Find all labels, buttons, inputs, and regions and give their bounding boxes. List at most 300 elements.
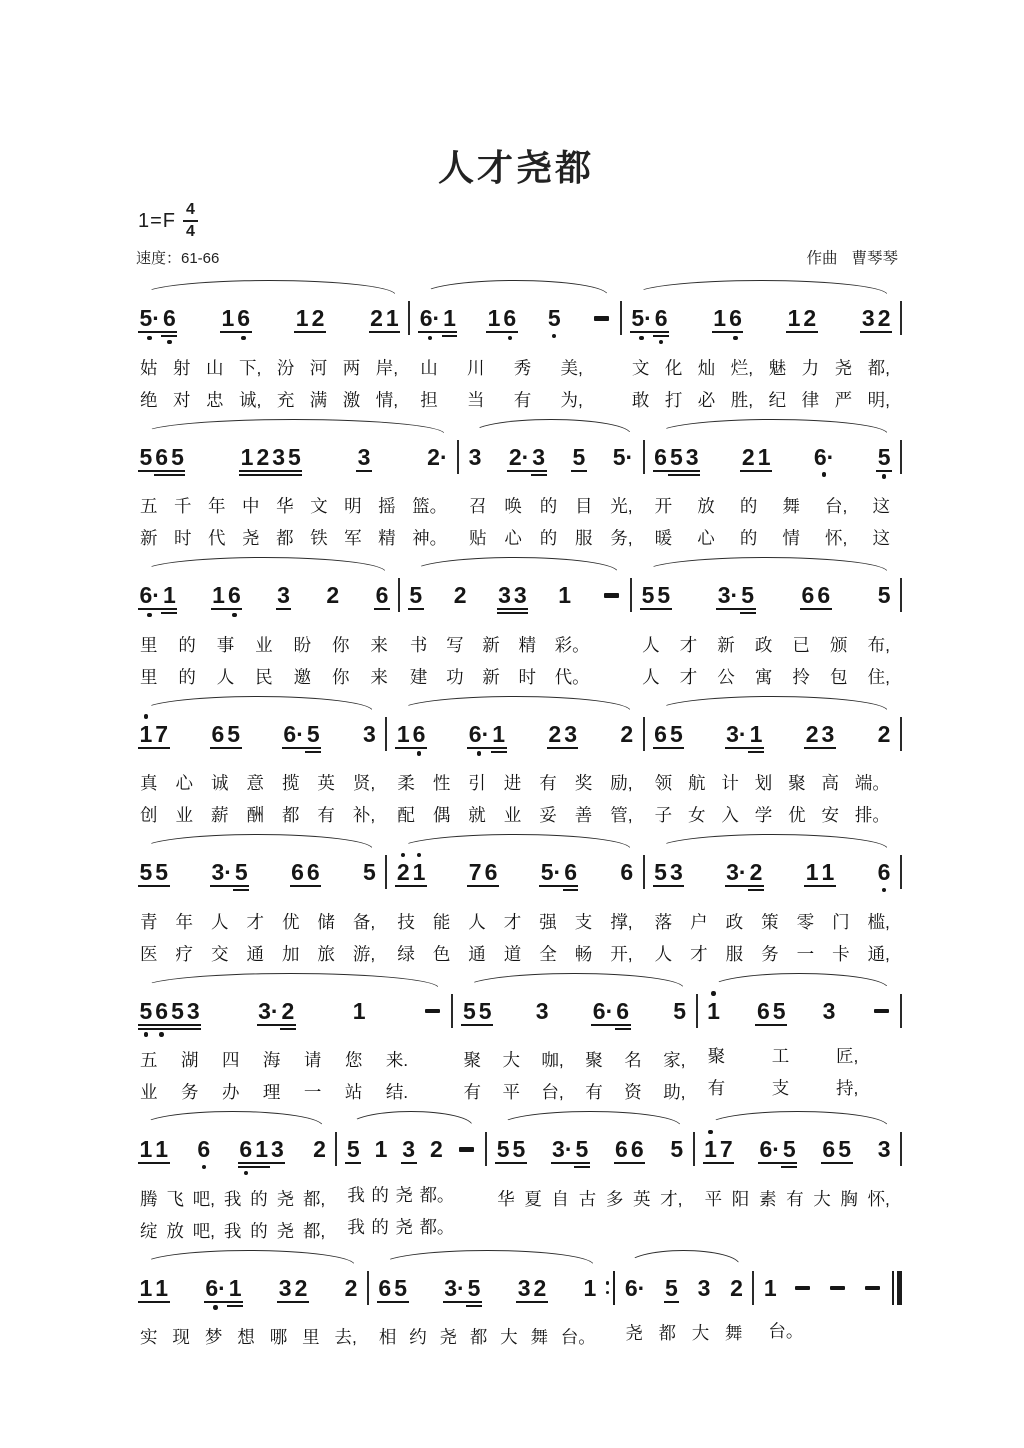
beam-group (640, 574, 672, 622)
duration-dash (795, 1286, 810, 1291)
measure (698, 973, 900, 1102)
low-octave-slot (244, 1168, 249, 1180)
notes-row (647, 851, 898, 903)
lyric-syllable: 精 (518, 634, 536, 655)
lyric-syllable: 游, (352, 943, 376, 964)
lyric-syllable: 助, (663, 1082, 686, 1102)
lyric-syllable: 五 (140, 1050, 158, 1070)
note-token (712, 297, 728, 345)
lyric-syllable: 纪 (768, 389, 787, 410)
lyric-syllable: 建 (409, 666, 428, 687)
note-token (684, 436, 700, 488)
beam-group (740, 436, 772, 484)
composer-name: 曹琴琴 (851, 250, 898, 267)
beam-group (257, 990, 296, 1042)
note-digit: 7 (468, 859, 482, 885)
measure (453, 973, 695, 1106)
lyric-line-2 (132, 801, 383, 828)
note-token (426, 436, 449, 482)
lyric-line-2 (402, 663, 628, 690)
note-token (271, 436, 287, 488)
slur-arc (142, 557, 386, 572)
note-digit: 6 (227, 582, 241, 608)
note-token (531, 436, 547, 488)
note-digit: 1 (139, 1274, 153, 1301)
beam-group (211, 574, 243, 622)
low-octave-slot (882, 885, 887, 897)
note-digit: 5 (669, 720, 683, 747)
note-token (154, 713, 170, 761)
lyric-syllable: 烂, (730, 357, 754, 378)
slur-arc (657, 419, 888, 434)
note-digit: 3· (211, 859, 232, 885)
system-2 (130, 419, 902, 552)
note-token (290, 851, 306, 899)
lyric-syllable: 家, (663, 1050, 686, 1070)
slur-arc (142, 1111, 323, 1126)
slur-arc (627, 1250, 740, 1265)
note-token (623, 1267, 646, 1313)
note-token (154, 436, 170, 488)
note-digit: 7 (719, 1136, 733, 1162)
dash-note (871, 990, 892, 1036)
lyric-syllable: 绿 (397, 943, 415, 964)
lyric-syllable: 的 (371, 1216, 389, 1237)
lyric-syllable: 化 (664, 357, 683, 378)
note-token (696, 1267, 712, 1313)
beam-group (601, 574, 622, 620)
notes-row (132, 1128, 333, 1180)
note-token (748, 713, 764, 765)
beam-group (672, 990, 688, 1036)
duration-dash (594, 316, 609, 321)
lyric-syllable: 性 (432, 773, 451, 793)
dash-note (862, 1267, 883, 1313)
note-token (507, 436, 530, 484)
lyric-syllable: 交 (210, 943, 229, 964)
lyric-line-1 (756, 1317, 889, 1344)
lyric-syllable: 都。 (419, 1184, 455, 1205)
note-digit: 1 (763, 1274, 777, 1301)
lyric-syllable: 当 (466, 389, 485, 410)
beam-group (821, 990, 837, 1036)
note-digit: 3 (684, 444, 700, 476)
beam-group (196, 1128, 212, 1174)
time-signature-bottom: 4 (186, 223, 195, 240)
lyric-syllable: 的 (539, 496, 558, 516)
beam-group (138, 297, 177, 349)
beam-group (467, 851, 499, 899)
system-3 (130, 557, 902, 690)
note-digit: 6 (615, 998, 631, 1030)
system-7 (130, 1111, 902, 1244)
lyric-line-1 (461, 492, 641, 519)
lyric-syllable: 引 (468, 773, 486, 793)
final-barline-thin (892, 1271, 894, 1305)
lyric-syllable: 都 (281, 805, 300, 825)
note-token (668, 436, 684, 488)
lyric-syllable: 颁 (830, 634, 848, 655)
slur-arc (142, 696, 373, 711)
note-digit: 2 (741, 443, 755, 470)
beam-group (486, 297, 518, 345)
slur-arc (412, 557, 618, 572)
note-digit: 5 (641, 582, 655, 608)
beam-group (312, 1128, 328, 1174)
lyric-syllable: 来 (370, 634, 388, 655)
note-digit: 3 (402, 1136, 416, 1162)
note-digit: 6· (624, 1274, 646, 1301)
lyric-syllable: 心 (697, 528, 715, 548)
slur-arc (142, 1250, 355, 1265)
note-digit: 3 (185, 998, 201, 1030)
lyric-syllable: 诚 (210, 773, 229, 793)
note-digit: 6 (197, 1136, 211, 1162)
lyric-syllable: 来. (385, 1050, 409, 1070)
beam-group (138, 436, 185, 488)
measure (130, 973, 451, 1106)
lyric-syllable: 理 (262, 1082, 281, 1102)
note-token (310, 297, 326, 345)
beam-group (582, 1267, 598, 1313)
beam-group (804, 851, 836, 899)
lyric-syllable: 有 (463, 1082, 481, 1102)
lyric-syllable: 薪 (210, 805, 229, 825)
lyric-line-1 (389, 769, 640, 796)
note-token (762, 1267, 778, 1313)
note-token (821, 1128, 837, 1176)
lyric-line-1 (132, 492, 455, 519)
beam-group (373, 1128, 389, 1174)
lyric-syllable: 创 (140, 805, 158, 825)
note-digit: 5 (462, 997, 476, 1024)
notes-row (455, 990, 693, 1042)
note-digit: 5 (781, 1136, 797, 1168)
lyric-syllable: 管, (610, 805, 633, 825)
lyric-syllable: 才 (690, 943, 708, 964)
measure (645, 696, 900, 829)
lyric-syllable: 务, (610, 528, 633, 548)
song-title: 人才尧都 (437, 147, 594, 188)
note-token (539, 851, 562, 899)
lyric-syllable: 聚 (463, 1050, 481, 1070)
lyric-syllable: 政 (725, 911, 744, 932)
lyric-syllable: 善 (574, 805, 593, 825)
note-token (442, 297, 458, 349)
lyric-syllable: 千 (174, 496, 192, 516)
lyric-syllable: 开, (610, 943, 633, 964)
measure (487, 1111, 692, 1212)
measure (754, 1250, 891, 1345)
lyric-line-2 (132, 940, 383, 967)
note-token (384, 297, 400, 345)
key-signature (138, 198, 902, 244)
lyric-syllable: 哪 (269, 1327, 288, 1347)
lyric-syllable: 补, (352, 805, 376, 825)
lyric-syllable: 满 (309, 389, 328, 410)
beam-group (653, 436, 700, 488)
lyric-syllable: 功 (446, 666, 464, 687)
lyric-syllable: 舞 (724, 1323, 743, 1343)
notes-row (624, 297, 898, 349)
note-token (255, 436, 271, 488)
lyric-syllable: 文 (310, 496, 328, 516)
note-digit: 6 (654, 443, 667, 470)
beam-group (138, 713, 170, 761)
note-token (170, 990, 186, 1042)
lyric-syllable: 打 (664, 389, 683, 410)
low-octave-slot (882, 472, 887, 484)
lyric-syllable: 代。 (554, 666, 590, 687)
note-digit: 2 (877, 305, 891, 331)
barline (900, 1132, 902, 1166)
note-digit: 1 (821, 859, 835, 885)
lyric-syllable: 布, (867, 634, 890, 655)
note-digit: 3 (564, 720, 577, 747)
lyric-syllable: 代 (208, 528, 226, 548)
note-token (563, 713, 579, 761)
notes-row (132, 713, 383, 765)
note-token (393, 1267, 409, 1315)
beam-group (534, 990, 550, 1036)
note-token (491, 713, 507, 765)
note-digit: 3· (717, 582, 739, 608)
low-octave-dot (477, 751, 482, 756)
lyric-syllable: 住, (867, 666, 890, 687)
note-token (477, 990, 493, 1038)
lyric-syllable: 名 (624, 1050, 642, 1070)
note-digit: 6 (412, 720, 426, 747)
lyric-line-1 (455, 1046, 693, 1073)
lyric-syllable: 旅 (317, 943, 335, 964)
low-octave-dot (733, 336, 738, 341)
note-token (516, 1267, 532, 1315)
note-digit: 3 (517, 1274, 531, 1301)
lyric-line-1 (339, 1181, 483, 1208)
beam-group (239, 436, 302, 488)
beam-group (210, 851, 249, 903)
note-token (502, 297, 518, 345)
note-digit: 6· (419, 305, 441, 331)
lyric-syllable: 有 (317, 805, 335, 825)
note-token (653, 297, 669, 349)
note-token (161, 297, 177, 349)
note-digit: 6 (729, 305, 742, 331)
beam-group (876, 574, 892, 620)
barline (900, 440, 902, 474)
note-token (210, 851, 233, 899)
note-token (220, 297, 236, 345)
low-octave-slot (822, 470, 827, 482)
lyric-line-2 (647, 524, 898, 551)
lyric-syllable: 四 (221, 1050, 240, 1070)
low-octave-dot (639, 336, 644, 341)
note-token (656, 574, 672, 622)
note-digit: 3 (669, 859, 683, 885)
notes-row (132, 574, 396, 626)
note-digit: 3 (271, 444, 287, 476)
lyric-syllable: 心 (175, 773, 193, 793)
note-digit: 5 (496, 1136, 510, 1162)
note-token (154, 1128, 170, 1176)
note-token (236, 297, 252, 345)
low-octave-dot (417, 751, 422, 756)
note-digit: 5 (170, 444, 186, 476)
measure (387, 696, 642, 829)
note-digit: 3· (726, 859, 747, 885)
note-digit: 3 (363, 720, 376, 747)
lyric-syllable: 新 (717, 634, 735, 655)
beam-group (429, 1128, 445, 1174)
note-token (876, 574, 892, 620)
beam-group (630, 297, 669, 349)
note-digit: 6 (291, 859, 304, 885)
lyric-syllable: 岸, (375, 357, 399, 378)
note-digit: 3 (278, 1274, 292, 1301)
note-digit: 1 (442, 305, 458, 337)
beam-group (495, 1128, 527, 1176)
beam-group (408, 574, 424, 622)
lyric-syllable: 严 (834, 389, 853, 410)
note-token (729, 1267, 745, 1313)
lyric-syllable: 多 (605, 1188, 624, 1209)
note-digit: 2 (255, 444, 271, 476)
note-token (495, 1128, 511, 1176)
note-digit: 3· (552, 1136, 573, 1162)
note-token (138, 851, 154, 899)
low-octave-slot (552, 331, 557, 343)
lyric-line-1 (697, 1185, 898, 1212)
note-token (802, 297, 818, 345)
note-token (804, 851, 820, 899)
note-digit: 1 (757, 443, 771, 470)
lyric-syllable: 贴 (469, 528, 487, 548)
low-octave-slot (428, 333, 433, 345)
lyric-line-1 (634, 631, 898, 658)
note-digit: 1 (295, 305, 309, 331)
note-token (138, 297, 161, 345)
note-digit: 6 (211, 720, 225, 747)
beam-group (876, 1128, 892, 1174)
lyric-syllable: 的 (739, 496, 758, 516)
note-token (728, 297, 744, 345)
note-digit: 5· (631, 305, 652, 331)
beam-group (876, 851, 892, 897)
note-token (452, 574, 468, 620)
lyric-syllable: 古 (578, 1188, 597, 1209)
note-token (226, 713, 242, 761)
note-token (154, 990, 170, 1042)
beam-group (395, 713, 427, 761)
beam-group (456, 1128, 477, 1174)
lyric-syllable: 必 (697, 389, 716, 410)
note-token (619, 713, 635, 759)
beam-group (653, 851, 685, 899)
lyric-syllable: 忠 (205, 389, 224, 410)
beam-group (591, 990, 630, 1042)
lyric-syllable: 才 (503, 911, 522, 932)
note-digit: 6· (813, 443, 835, 470)
lyric-syllable: 射 (172, 357, 191, 378)
beam-group (467, 713, 506, 765)
lyric-syllable: 卡 (832, 943, 850, 964)
lyric-syllable: 海 (262, 1050, 281, 1070)
note-digit: 2 (344, 1274, 358, 1301)
lyric-syllable: 尧 (276, 1188, 295, 1209)
note-digit: 1 (212, 582, 225, 608)
beam-group (800, 574, 832, 622)
slur-arc (142, 834, 373, 849)
lyric-syllable: 都, (302, 1188, 326, 1209)
lyric-line-2 (339, 1213, 483, 1240)
lyric-syllable: 才 (679, 634, 698, 655)
lyric-line-2 (634, 663, 898, 690)
lyric-line-1 (647, 492, 898, 519)
beam-group (729, 1267, 745, 1313)
lyric-syllable: 支 (574, 911, 593, 932)
note-token (374, 574, 390, 622)
note-token (591, 990, 614, 1038)
lyric-syllable: 我 (347, 1184, 365, 1205)
lyric-line-2 (647, 940, 898, 967)
low-octave-dot (159, 1032, 164, 1037)
note-token (546, 297, 562, 343)
slur-arc (465, 973, 683, 988)
note-digit: 2 (326, 582, 340, 608)
note-token (270, 1128, 286, 1176)
lyric-syllable: 自 (551, 1188, 570, 1209)
lyric-syllable: 里 (140, 666, 158, 687)
beam-group (497, 574, 529, 626)
note-token (615, 990, 631, 1042)
lyric-syllable: 都。 (419, 1216, 455, 1237)
lyric-syllable: 激 (342, 389, 361, 410)
note-digit: 2 (803, 305, 817, 331)
slur-arc (657, 834, 888, 849)
lyric-syllable: 都, (867, 357, 890, 378)
lyric-syllable: 办 (221, 1082, 240, 1102)
lyric-syllable: 配 (397, 805, 415, 825)
note-digit: 6· (468, 720, 490, 747)
note-token (227, 1267, 243, 1319)
lyric-syllable: 尧 (439, 1327, 458, 1347)
note-digit: 6· (759, 1136, 780, 1162)
lyric-syllable: 心 (504, 528, 522, 548)
note-token (467, 713, 490, 761)
note-digit: 6 (801, 582, 815, 608)
note-token (876, 297, 892, 345)
note-digit: 2 (280, 998, 296, 1030)
lyric-syllable: 里 (302, 1327, 320, 1347)
note-token (138, 574, 161, 622)
note-digit: 5 (409, 582, 423, 608)
note-token (161, 574, 177, 626)
note-digit: 5 (572, 443, 586, 470)
notes-row (132, 851, 383, 903)
beam-group (812, 436, 835, 482)
lyric-syllable: 咖, (541, 1050, 564, 1070)
barline (900, 717, 902, 751)
beam-group (138, 990, 201, 1042)
beam-group (138, 851, 170, 899)
note-token (532, 1267, 548, 1315)
note-digit: 3 (497, 582, 513, 614)
dash-note (827, 1267, 848, 1313)
note-digit: 6 (817, 582, 831, 608)
lyric-syllable: 川 (466, 357, 485, 378)
measure (387, 834, 642, 967)
measure (622, 280, 900, 413)
